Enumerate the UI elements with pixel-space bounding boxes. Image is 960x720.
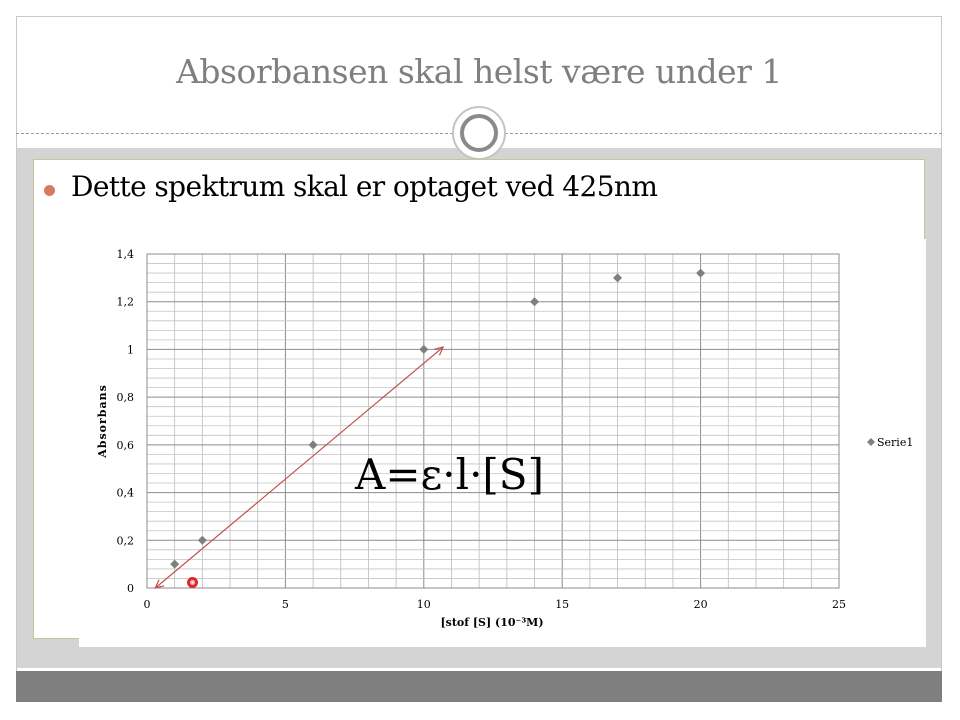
y-tick-label: 0: [127, 582, 134, 595]
x-tick-label: 5: [281, 598, 289, 611]
chart-grid: [147, 254, 839, 588]
x-tick-label: 0: [143, 598, 151, 611]
chart-tick-labels: [117, 248, 847, 611]
bullet-text: Dette spektrum skal er optaget ved 425nm: [71, 170, 658, 203]
legend-marker-icon: [867, 438, 875, 446]
cursor-pointer-icon: [187, 577, 198, 588]
data-point: [419, 345, 428, 354]
x-axis-label: [stof [S] (10⁻³M): [440, 616, 544, 629]
data-point: [198, 536, 207, 545]
x-tick-label: 10: [416, 598, 431, 611]
data-point: [696, 269, 705, 278]
y-axis-label: Absorbans: [96, 384, 109, 458]
y-tick-label: 0,4: [116, 486, 134, 500]
chart-points: [170, 269, 705, 569]
data-point: [170, 560, 179, 569]
data-point: [530, 297, 539, 306]
y-tick-label: 0,2: [116, 534, 134, 548]
plot-area: [147, 254, 839, 588]
chart-legend: [867, 436, 913, 449]
y-tick-label: 1: [127, 343, 134, 357]
data-point: [309, 440, 318, 449]
legend-label: Serie1: [877, 436, 914, 449]
y-tick-label: 0,6: [116, 438, 134, 452]
x-tick-label: 25: [832, 598, 846, 611]
x-tick-label: 15: [555, 598, 570, 611]
slide-title: Absorbansen skal helst være under 1: [176, 52, 782, 91]
x-tick-label: 20: [693, 598, 708, 611]
equation-text: A=ε·l·[S]: [355, 450, 544, 499]
data-point: [613, 273, 622, 282]
y-tick-label: 1,2: [116, 295, 134, 309]
y-tick-label: 0,8: [116, 391, 134, 405]
y-tick-label: 1,4: [116, 248, 134, 261]
footer-bar: [16, 671, 942, 702]
